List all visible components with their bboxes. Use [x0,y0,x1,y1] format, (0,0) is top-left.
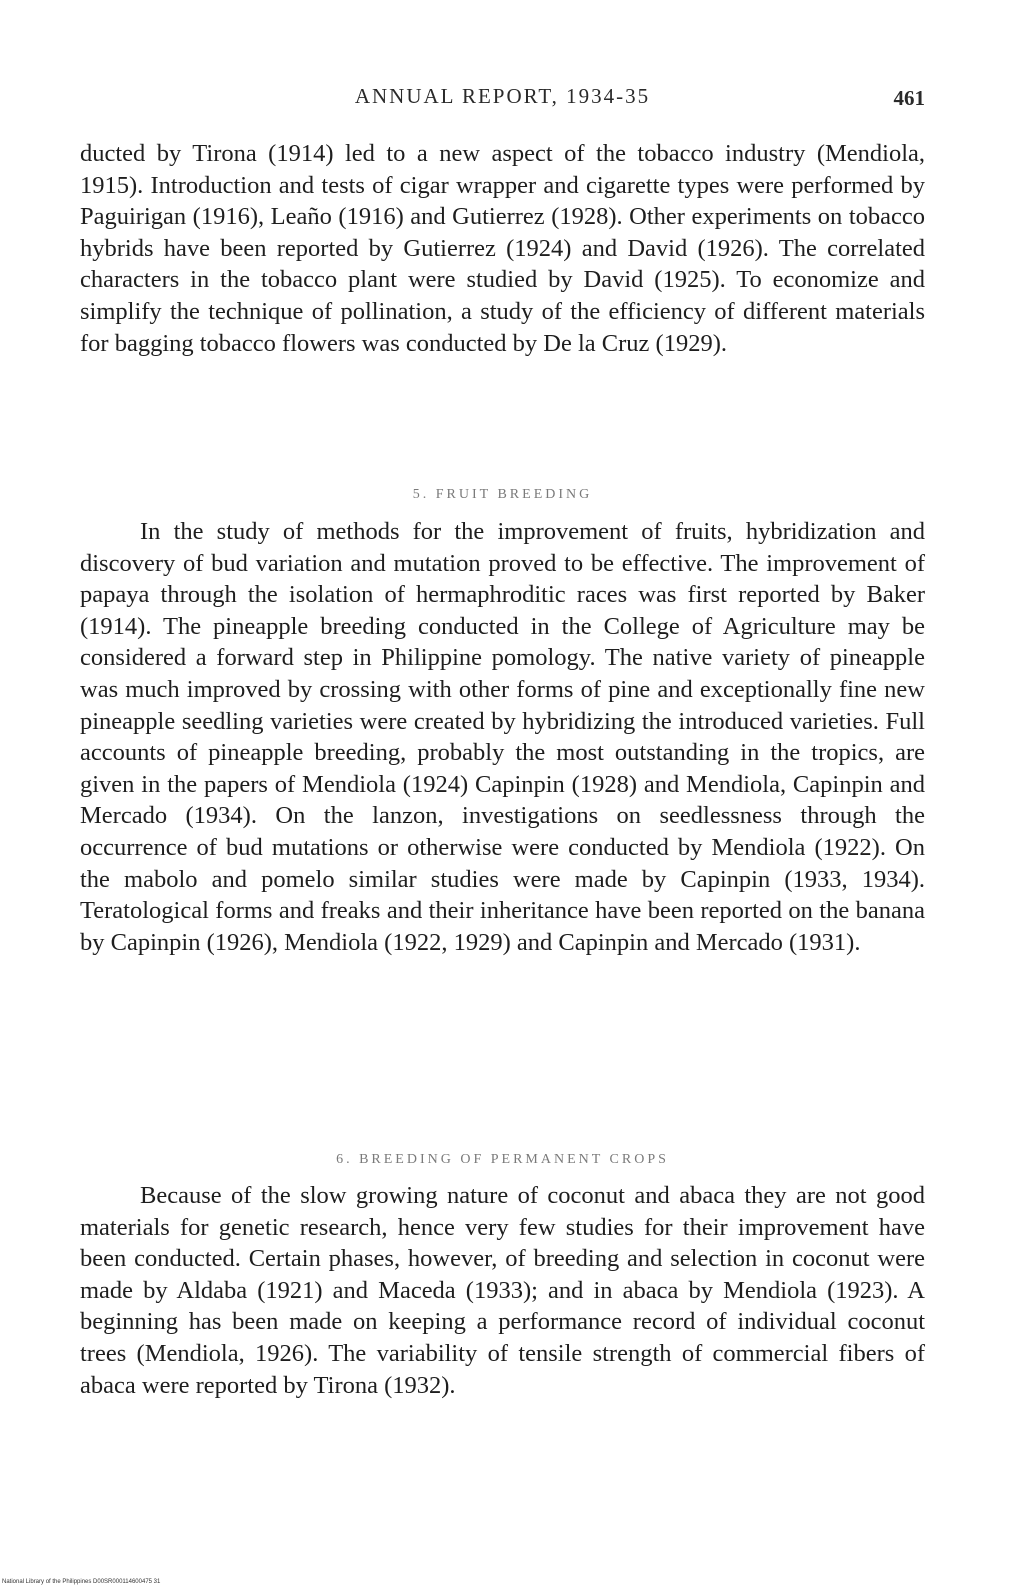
running-title: ANNUAL REPORT, 1934-35 [354,84,651,108]
paragraph-permanent-crops: Because of the slow growing nature of coconut and abaca they are not good materials for genetic research, hence very few studies for their improvement have been conducted. Certain phases, however, of breeding and selection in coconut were made by Aldaba (1921) and Maceda (1933); and in abaca by Mendiola (1923). A beginning has been made on keeping a performance record of individual coconut trees (Mendiola, 1926). The variability of tensile strength of commercial fibers of abaca were reported by Tirona (1932). [80,1182,925,1399]
section-heading-fruit-breeding: 5. FRUIT BREEDING [412,487,593,502]
paragraph-tobacco-continued: ducted by Tirona (1914) led to a new aspect of the tobacco industry (Mendiola, 1915). Introduction and tests of cigar wrapper and cigarette types were performed by Paguirigan (1916), Leaño (1916) and Gutierrez (1928). Other experiments on tobacco hybrids have been reported by Gutierrez (1924) and David (1926). The correlated characters in the tobacco plant were studied by David (1925). To economize and simplify the technique of pollination, a study of the efficiency of different materials for bagging tobacco flowers was conducted by De la Cruz (1929). [80,140,925,357]
page-number: 461 [893,86,925,110]
running-header [80,80,925,120]
paragraph-fruit-breeding: In the study of methods for the improvement of fruits, hybridization and discovery of bud variation and mutation proved to be effective. The improvement of papaya through the isolation of hermaphroditic races was first reported by Baker (1914). The pineapple breeding conducted in the College of Agriculture may be considered a forward step in Philippine pomology. The native variety of pineapple was much improved by crossing with other forms of pine and exceptionally fine new pineapple seedling varieties were created by hybridizing the introduced varieties. Full accounts of pineapple breeding, probably the most outstanding in the tropics, are given in the papers of Mendiola (1924) Capinpin (1928) and Mendiola, Capinpin and Mercado (1934). On the lanzon, investigations on seedlessness through the occurrence of bud mutations or otherwise were conducted by Mendiola (1922). On the mabolo and pomelo similar studies were made by Capinpin (1933, 1934). Teratological forms and freaks and their inheritance have been reported on the banana by Capinpin (1926), Mendiola (1922, 1929) and Capinpin and Mercado (1931). [80,518,925,956]
section-heading-permanent-crops: 6. BREEDING OF PERMANENT CROPS [336,1152,669,1167]
footer-archive-note: National Library of the Philippines D00SR000114600475 31 [2,1579,161,1585]
